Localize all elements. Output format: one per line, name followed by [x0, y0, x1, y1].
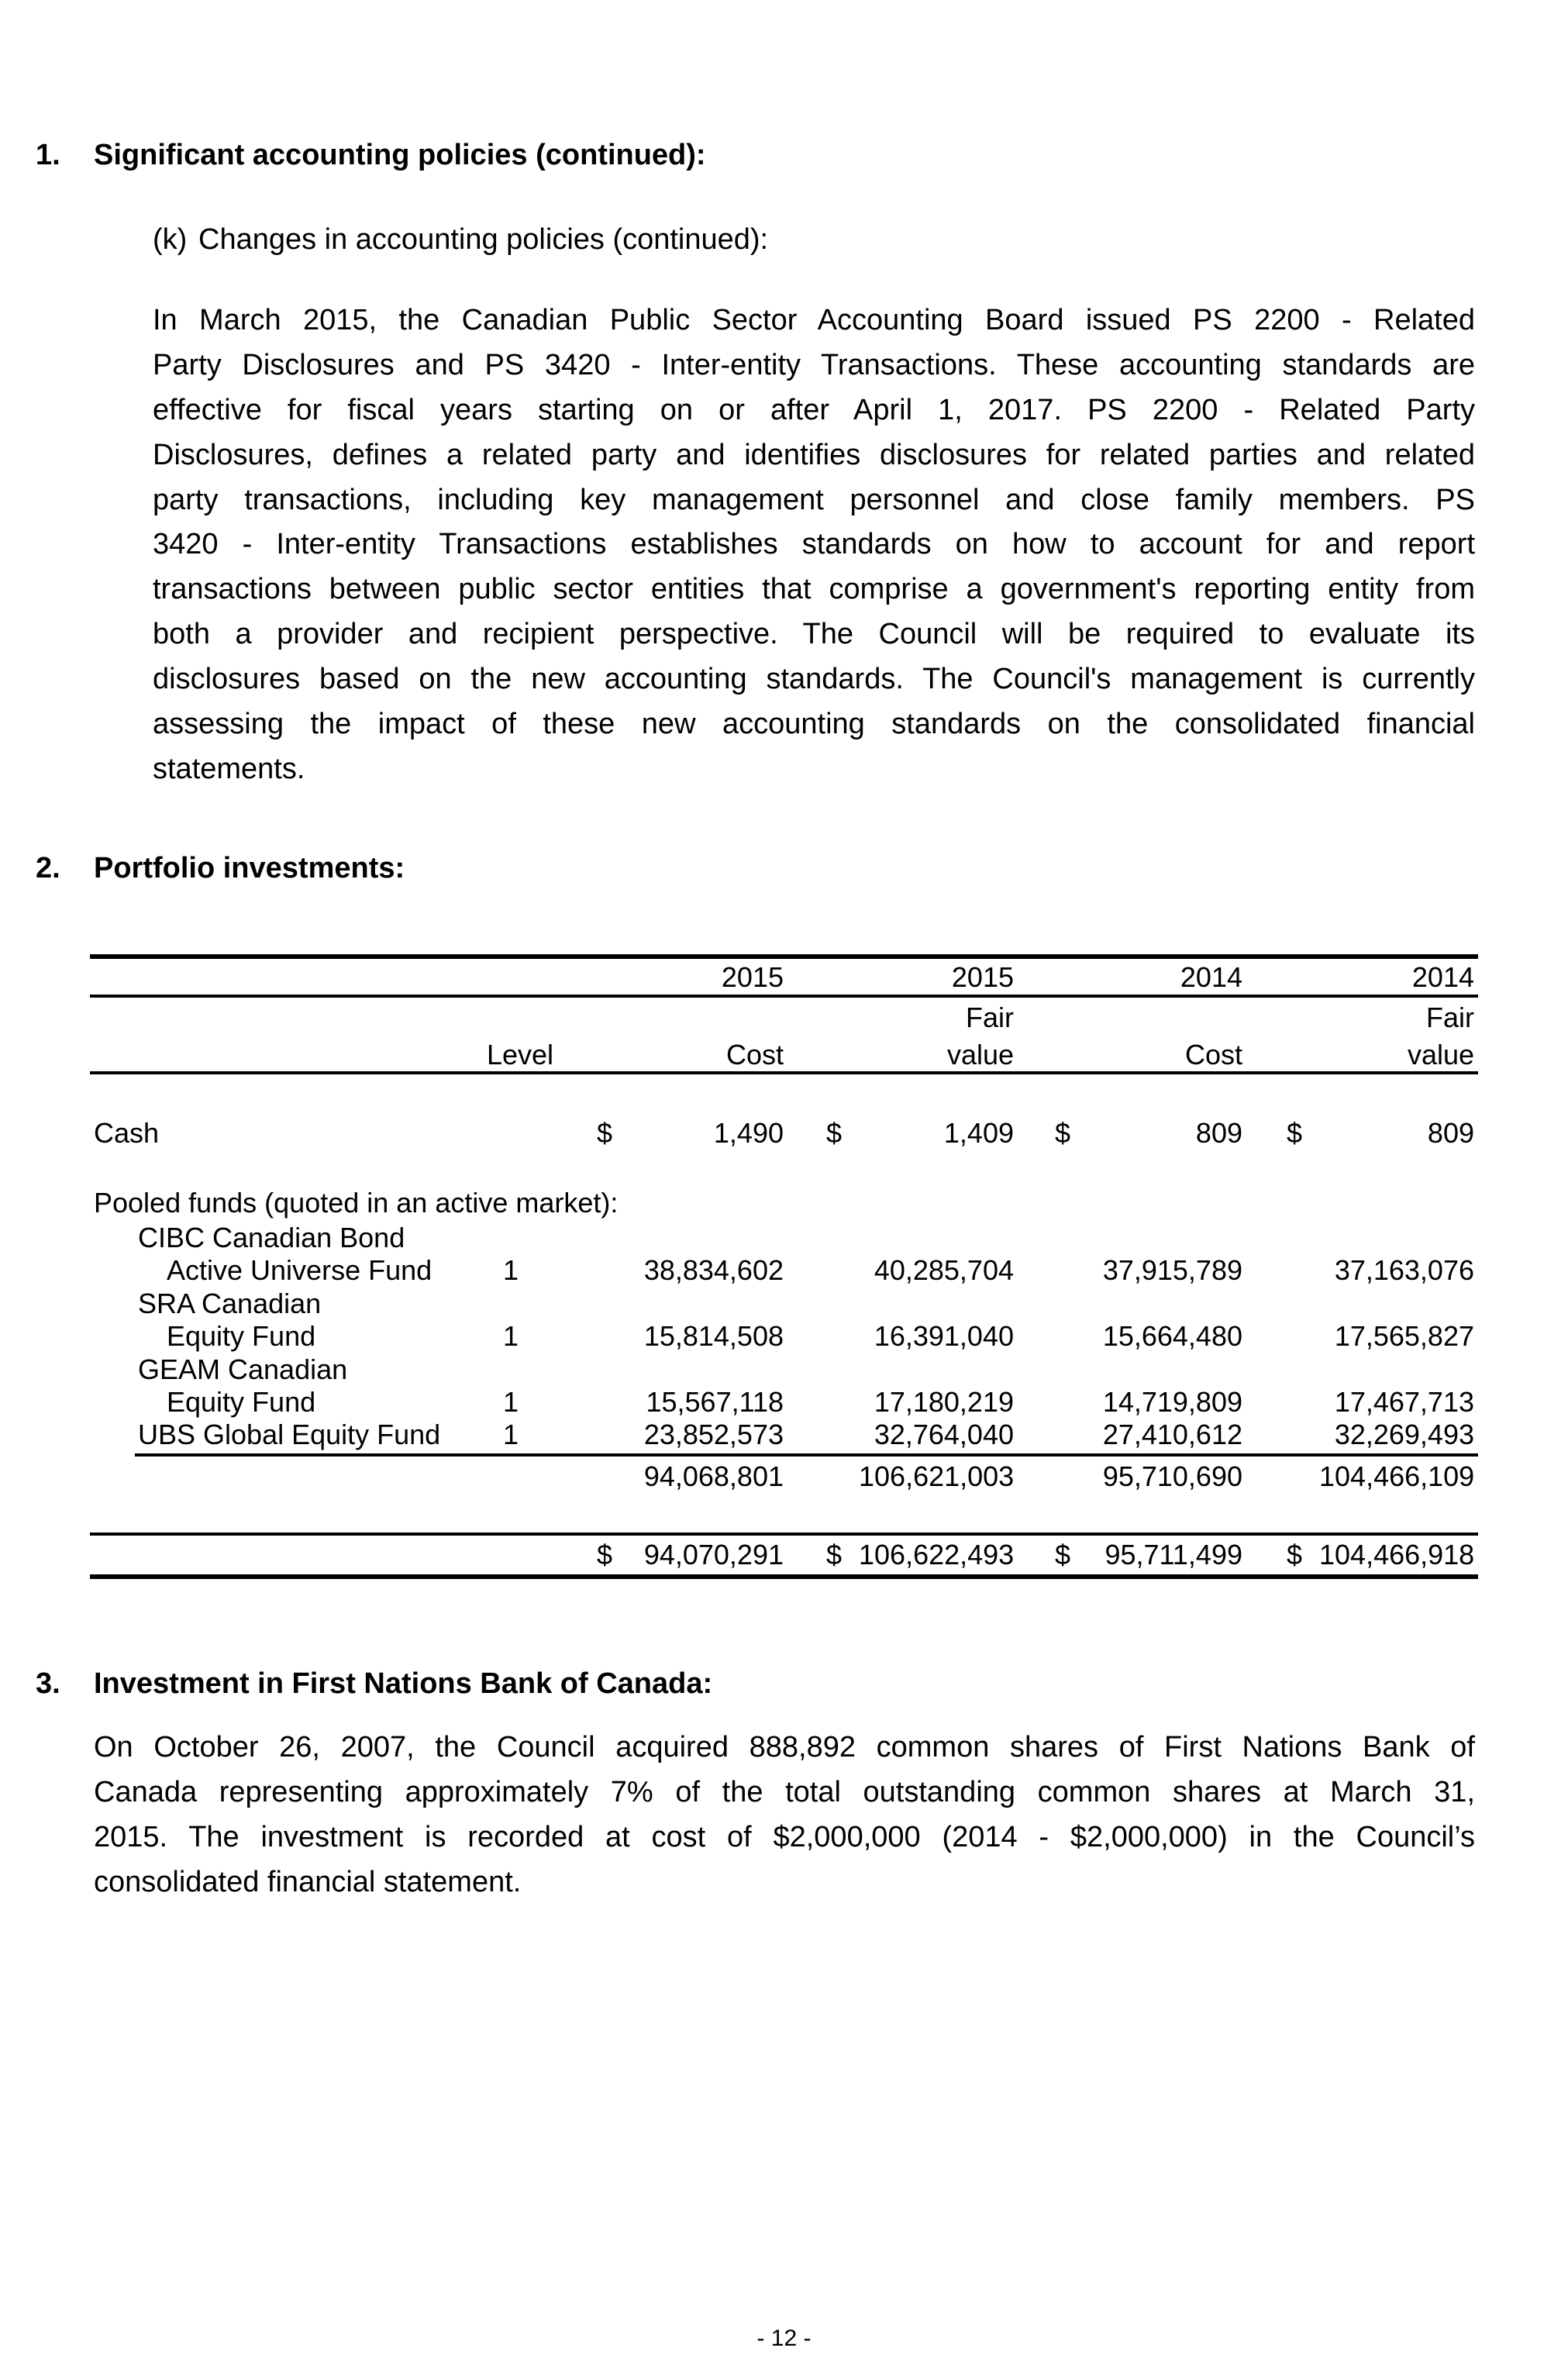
subsection-k-heading: Changes in accounting policies (continued):: [198, 223, 769, 256]
fund-name-line1: UBS Global Equity Fund: [138, 1419, 441, 1450]
fund-level: 1: [502, 1386, 519, 1418]
cell-value: 32,269,493: [1334, 1419, 1474, 1450]
header-bottom-rule: [90, 1071, 1478, 1074]
cell-value: 95,710,690: [1102, 1460, 1242, 1492]
total-top-rule: [90, 1532, 1478, 1536]
fund-name-line2: Equity Fund: [167, 1386, 316, 1418]
paragraph-line: 3420 - Inter-entity Transactions establishes standards on how to account for and report: [153, 528, 1475, 561]
paragraph-line: Disclosures, defines a related party and identifies disclosures for related parties and related: [153, 438, 1475, 471]
paragraph-line: Party Disclosures and PS 3420 - Inter-entity Transactions. These accounting standards are: [153, 348, 1475, 381]
col-header-line1: Fair: [966, 1002, 1014, 1033]
section-1k-paragraph: [153, 298, 1475, 792]
cell-value: 15,567,118: [646, 1386, 784, 1418]
col-header-line2: value: [1407, 1039, 1474, 1071]
table-top-rule: [90, 954, 1478, 959]
section-1-number: 1.: [36, 139, 60, 171]
cell-value: 27,410,612: [1102, 1419, 1242, 1450]
cell-value: 106,621,003: [859, 1460, 1015, 1492]
subtotal-rule: [135, 1453, 1478, 1457]
currency-symbol: $: [597, 1539, 613, 1570]
col-header-year: 2014: [1411, 961, 1474, 993]
cell-value: 104,466,109: [1319, 1460, 1475, 1492]
currency-symbol: $: [1055, 1117, 1071, 1149]
cell-value: 40,285,704: [874, 1254, 1014, 1286]
total-bottom-rule: [90, 1574, 1478, 1579]
section-1-heading: Significant accounting policies (continued):: [94, 139, 706, 171]
page-number: - 12 -: [756, 2325, 812, 2351]
year-underline-rule: [90, 995, 1478, 998]
section-3-heading: Investment in First Nations Bank of Canada:: [94, 1667, 713, 1700]
fund-name-line2: Active Universe Fund: [167, 1254, 432, 1286]
paragraph-line: On October 26, 2007, the Council acquired 888,892 common shares of First Nations Bank of: [94, 1731, 1475, 1763]
cell-value: 15,814,508: [643, 1320, 784, 1352]
cell-value: 37,915,789: [1102, 1254, 1242, 1286]
cell-value: 32,764,040: [874, 1419, 1014, 1450]
cell-value: 16,391,040: [874, 1320, 1014, 1352]
fund-name-line1: CIBC Canadian Bond: [138, 1222, 405, 1253]
col-header-year: 2014: [1180, 961, 1242, 993]
col-header-line1: Fair: [1426, 1002, 1474, 1033]
currency-symbol: $: [826, 1539, 843, 1570]
cell-value: 38,834,602: [643, 1254, 784, 1286]
paragraph-line: transactions between public sector entities that comprise a government's reporting entity from: [153, 573, 1475, 606]
cell-value: 94,070,291: [643, 1539, 784, 1570]
paragraph-line: assessing the impact of these new accounting standards on the consolidated financial: [153, 708, 1475, 741]
paragraph-line: In March 2015, the Canadian Public Sector Accounting Board issued PS 2200 - Related: [153, 304, 1475, 336]
paragraph-line: both a provider and recipient perspective. The Council will be required to evaluate its: [153, 618, 1475, 651]
cell-value: 104,466,918: [1319, 1539, 1475, 1570]
section-2-number: 2.: [36, 852, 60, 884]
section-3-number: 3.: [36, 1667, 60, 1700]
col-header-line2: Cost: [1184, 1039, 1242, 1071]
cell-value: 95,711,499: [1104, 1539, 1242, 1570]
currency-symbol: $: [1287, 1539, 1303, 1570]
pooled-funds-heading: Pooled funds (quoted in an active market):: [94, 1187, 619, 1219]
fund-level: 1: [502, 1419, 519, 1450]
cell-value: 14,719,809: [1102, 1386, 1242, 1418]
col-header-year: 2015: [721, 961, 784, 993]
col-header-line2: value: [946, 1039, 1014, 1071]
cell-value: 23,852,573: [643, 1419, 784, 1450]
paragraph-line: 2015. The investment is recorded at cost of $2,000,000 (2014 - $2,000,000) in the Council’s: [94, 1820, 1475, 1853]
cell-value: 17,467,713: [1334, 1386, 1474, 1418]
col-header-line2: Cost: [725, 1039, 784, 1071]
cell-value: 809: [1427, 1117, 1474, 1149]
currency-symbol: $: [826, 1117, 843, 1149]
paragraph-line: statements.: [153, 752, 305, 785]
currency-symbol: $: [1287, 1117, 1303, 1149]
cell-value: 1,409: [943, 1117, 1014, 1149]
cell-value: 37,163,076: [1334, 1254, 1474, 1286]
fund-name-line1: SRA Canadian: [138, 1288, 322, 1319]
fund-name-line2: Equity Fund: [167, 1320, 316, 1352]
currency-symbol: $: [597, 1117, 613, 1149]
row-label: Cash: [94, 1117, 160, 1149]
paragraph-line: Canada representing approximately 7% of the total outstanding common shares at March 31,: [94, 1775, 1475, 1808]
cell-value: 17,180,219: [874, 1386, 1014, 1418]
cell-value: 106,622,493: [859, 1539, 1015, 1570]
cell-value: 809: [1195, 1117, 1242, 1149]
subsection-k-marker: (k): [153, 223, 188, 256]
col-header-year: 2015: [951, 961, 1014, 993]
paragraph-line: party transactions, including key management personnel and close family members. PS: [153, 483, 1475, 516]
cell-value: 17,565,827: [1334, 1320, 1474, 1352]
section-2-heading: Portfolio investments:: [94, 852, 405, 884]
cell-value: 1,490: [713, 1117, 784, 1149]
fund-name-line1: GEAM Canadian: [138, 1353, 348, 1385]
paragraph-line: consolidated financial statement.: [94, 1865, 522, 1898]
fund-level: 1: [502, 1254, 519, 1286]
paragraph-line: disclosures based on the new accounting standards. The Council's management is currently: [153, 663, 1475, 696]
cell-value: 94,068,801: [643, 1460, 784, 1492]
section-3-paragraph: [94, 1726, 1475, 1905]
col-header-level: Level: [486, 1039, 553, 1071]
currency-symbol: $: [1055, 1539, 1071, 1570]
paragraph-line: effective for fiscal years starting on or after April 1, 2017. PS 2200 - Related Party: [153, 393, 1475, 426]
cell-value: 15,664,480: [1102, 1320, 1242, 1352]
fund-level: 1: [502, 1320, 519, 1352]
